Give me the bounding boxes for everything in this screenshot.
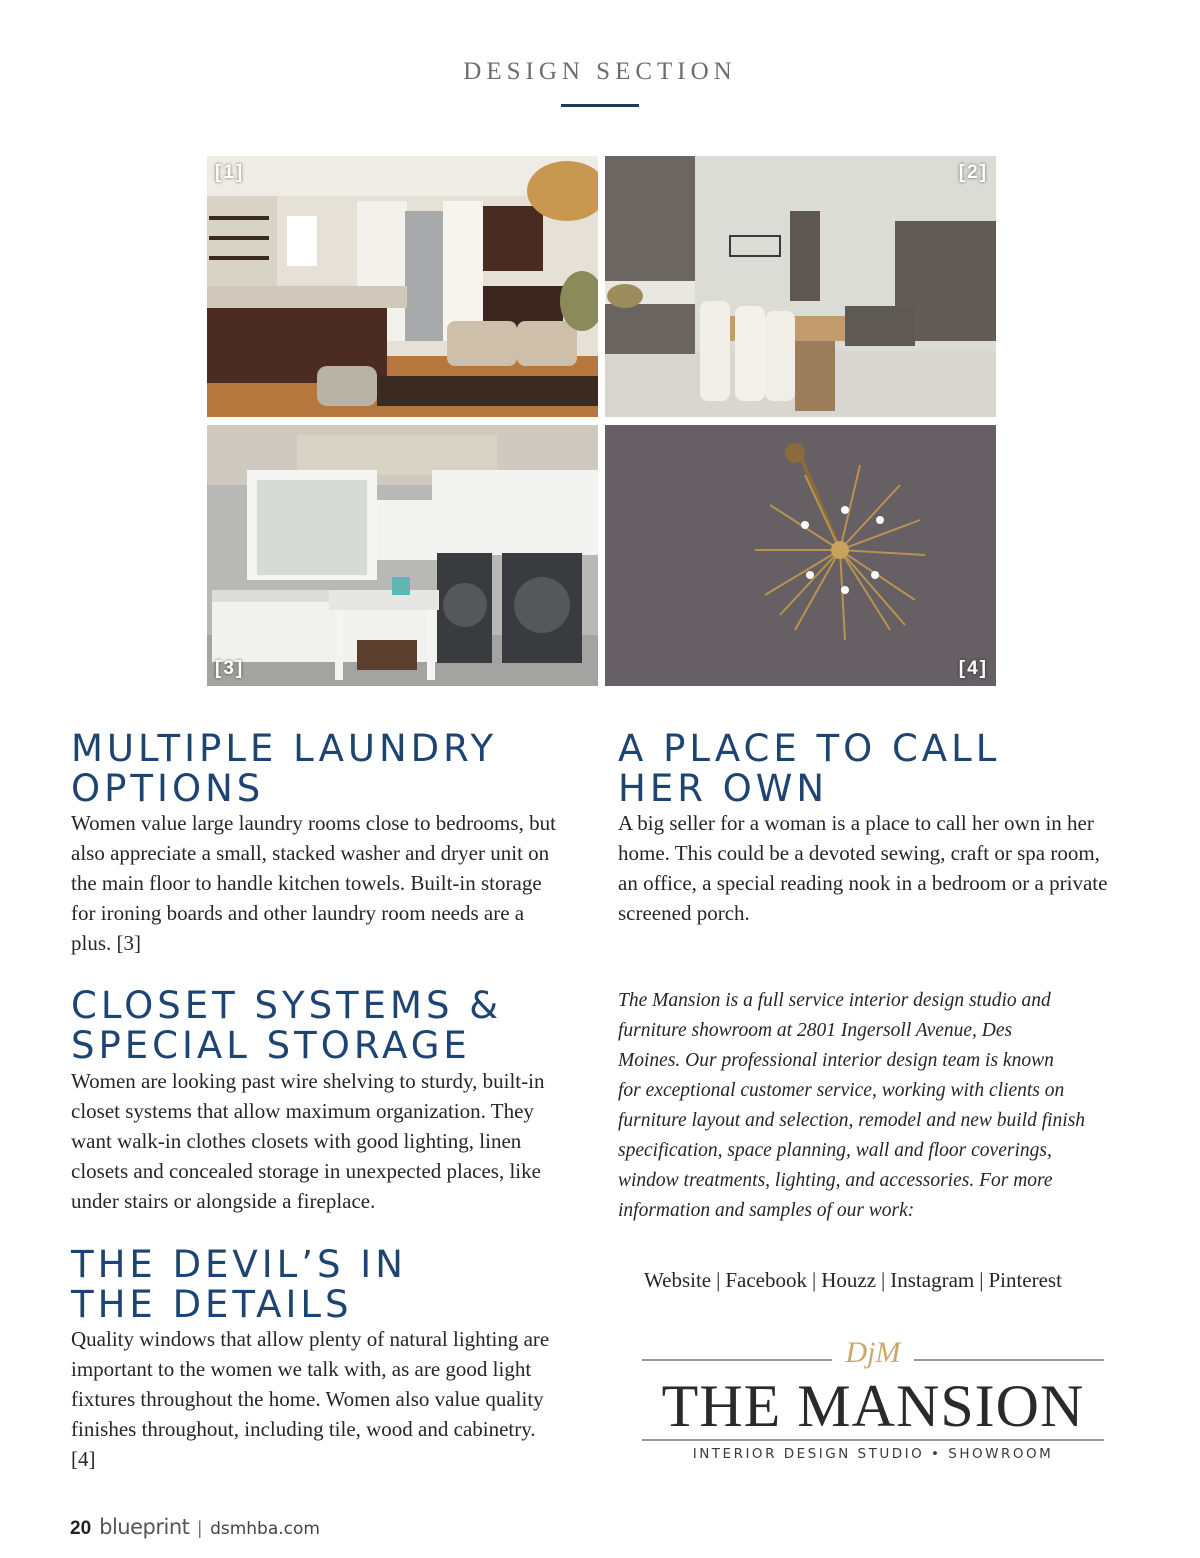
laundry-body: Women value large laundry rooms close to bedrooms, but also appreciate a small, stacked washer and dryer unit on the main floor to handle kitchen towels. Built-in storage for ironing boards and other laundry room needs are a plus. [3] — [71, 811, 556, 955]
social-links: Website | Facebook | Houzz | Instagram | Pinterest — [644, 1268, 1062, 1292]
kitchen-photo-icon — [207, 156, 598, 417]
logo-name: THE MANSION — [661, 1373, 1085, 1439]
laundry-room-photo-icon — [207, 425, 598, 686]
photo-4-label: [4] — [958, 658, 988, 679]
closet-body: Women are looking past wire shelving to sturdy, built-in closet systems that allow maximum organization. They want walk-in clothes closets with good lighting, linen closets and concealed storage in unexpected places, like under stairs or alongside a fireplace. — [71, 1069, 545, 1213]
logo-tagline: INTERIOR DESIGN STUDIO • SHOWROOM — [692, 1446, 1054, 1462]
photo-3-label: [3] — [215, 658, 245, 679]
page-number: 20 — [70, 1518, 92, 1539]
pinterest-link[interactable]: Pinterest — [988, 1268, 1062, 1292]
place-heading: A PLACE TO CALL HER OWN — [618, 727, 1001, 810]
footer-brand: blueprint — [99, 1515, 190, 1539]
photo-3 — [207, 425, 598, 686]
about-mansion-text: The Mansion is a full service interior design studio and furniture showroom at 2801 Ingersoll Avenue, Des Moines. Our professional interior design team is known for exceptional customer service, working with clients on furniture layout and selection, remodel and new build finish specification, space planning, wall and floor coverings, window treatments, lighting, and accessories. For more information and samples of our work: — [618, 990, 1086, 1221]
place-body: A big seller for a woman is a place to call her own in her home. This could be a devoted sewing, craft or spa room, an office, a special reading nook in a bedroom or a private screened porch. — [618, 811, 1108, 925]
section-title-rule — [561, 104, 639, 107]
page-footer: 20 blueprint | dsmhba.com — [70, 1515, 320, 1539]
photo-2-label: [2] — [958, 162, 988, 183]
photo-2 — [605, 156, 996, 417]
footer-site[interactable]: dsmhba.com — [210, 1519, 320, 1539]
details-heading: THE DEVIL’S IN THE DETAILS — [71, 1243, 407, 1326]
instagram-link[interactable]: Instagram — [890, 1268, 975, 1292]
facebook-link[interactable]: Facebook — [725, 1268, 807, 1292]
dining-kitchen-photo-icon — [605, 156, 996, 417]
the-mansion-logo — [642, 1330, 1104, 1466]
details-body: Quality windows that allow plenty of natural lighting are important to the women we talk with, as are good light fixtures throughout the home. Women also value quality finishes throughout, including tile, wood and cabinetry. [4] — [71, 1327, 550, 1471]
closet-heading: CLOSET SYSTEMS & SPECIAL STORAGE — [71, 984, 503, 1067]
houzz-link[interactable]: Houzz — [821, 1268, 877, 1292]
photo-4 — [605, 425, 996, 686]
photo-1-label: [1] — [215, 162, 245, 183]
laundry-heading: MULTIPLE LAUNDRY OPTIONS — [71, 727, 498, 810]
website-link[interactable]: Website — [644, 1268, 712, 1292]
photo-1 — [207, 156, 598, 417]
section-title: DESIGN SECTION — [463, 58, 737, 85]
chandelier-photo-icon — [605, 425, 996, 686]
logo-monogram: DjM — [845, 1336, 901, 1369]
